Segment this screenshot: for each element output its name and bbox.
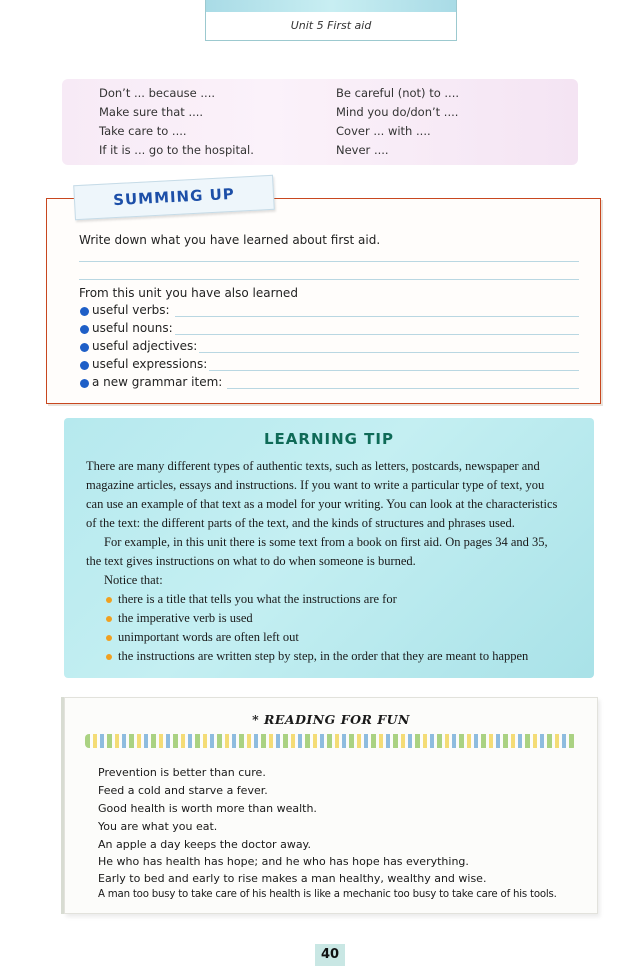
answer-line-2[interactable]	[79, 279, 579, 280]
unit-title: Unit 5 First aid	[290, 19, 372, 32]
tip-notice-label: Notice that:	[104, 573, 163, 587]
proverb-line: You are what you eat.	[98, 820, 218, 833]
phrase-left-1: Don’t ... because ....	[99, 86, 215, 100]
phrase-right-4: Never ....	[336, 143, 389, 157]
bullet-icon	[80, 361, 89, 370]
tip-bullet-item: unimportant words are often left out	[118, 630, 299, 644]
proverb-line: Good health is worth more than wealth.	[98, 802, 317, 815]
page-number: 40	[315, 944, 345, 966]
bullet-icon	[80, 379, 89, 388]
proverb-line: An apple a day keeps the doctor away.	[98, 838, 311, 851]
proverb-line: A man too busy to take care of his health is like a mechanic too busy to take care of his tools.	[98, 889, 557, 900]
useful-phrases-box	[62, 79, 578, 165]
tip-paragraph-line: magazine articles, essays and instructions. If you want to write a particular type of text, you	[86, 478, 545, 492]
tip-paragraph-line: There are many different types of authentic texts, such as letters, postcards, newspaper and	[86, 459, 540, 473]
unit-header	[205, 0, 457, 41]
reading-for-fun-box	[64, 697, 598, 914]
bullet-icon	[80, 325, 89, 334]
verbs-answer-line[interactable]	[175, 316, 579, 317]
item-grammar: a new grammar item:	[92, 375, 223, 389]
item-useful-adjectives: useful adjectives:	[92, 339, 198, 353]
adjectives-answer-line[interactable]	[199, 352, 579, 353]
summing-up-title: SUMMING UP	[112, 184, 236, 210]
answer-line-1[interactable]	[79, 261, 579, 262]
bullet-icon	[106, 654, 112, 660]
grammar-answer-line[interactable]	[227, 388, 579, 389]
expressions-answer-line[interactable]	[209, 370, 579, 371]
phrase-right-1: Be careful (not) to ....	[336, 86, 460, 100]
tip-bullet-item: there is a title that tells you what the instructions are for	[118, 592, 397, 606]
bullet-icon	[106, 635, 112, 641]
bullet-icon	[106, 616, 112, 622]
header-decoration	[206, 0, 456, 12]
bullet-icon	[80, 307, 89, 316]
flower-border-decoration	[85, 734, 577, 748]
tip-paragraph-line: can use an example of that text as a model for your writing. You can look at the characteristics	[86, 497, 558, 511]
item-useful-nouns: useful nouns:	[92, 321, 173, 335]
tip-paragraph-line: the text gives instructions on what to do when someone is burned.	[86, 554, 416, 568]
proverb-line: Feed a cold and starve a fever.	[98, 784, 268, 797]
bullet-icon	[106, 597, 112, 603]
phrase-right-2: Mind you do/don’t ....	[336, 105, 459, 119]
learning-tip-box	[64, 418, 594, 678]
item-useful-expressions: useful expressions:	[92, 357, 208, 371]
also-learned-label: From this unit you have also learned	[79, 286, 298, 300]
tip-bullet-item: the instructions are written step by step, in the order that they are meant to happen	[118, 649, 529, 663]
nouns-answer-line[interactable]	[175, 334, 579, 335]
phrase-left-2: Make sure that ....	[99, 105, 204, 119]
proverb-line: Prevention is better than cure.	[98, 766, 266, 779]
summing-prompt: Write down what you have learned about first aid.	[79, 233, 381, 247]
proverb-line: He who has health has hope; and he who has hope has everything.	[98, 855, 469, 868]
phrase-right-3: Cover ... with ....	[336, 124, 431, 138]
item-useful-verbs: useful verbs:	[92, 303, 170, 317]
bullet-icon	[80, 343, 89, 352]
proverb-line: Early to bed and early to rise makes a man healthy, wealthy and wise.	[98, 872, 487, 885]
reading-for-fun-title: * READING FOR FUN	[252, 712, 410, 727]
tip-bullet-item: the imperative verb is used	[118, 611, 253, 625]
tip-paragraph-line: For example, in this unit there is some text from a book on first aid. On pages 34 and 35,	[104, 535, 548, 549]
phrase-left-3: Take care to ....	[99, 124, 187, 138]
summing-up-box	[46, 198, 601, 404]
tip-paragraph-line: of the text: the different parts of the text, and the kinds of structures and phrases used.	[86, 516, 515, 530]
learning-tip-title: LEARNING TIP	[264, 430, 394, 448]
phrase-left-4: If it is ... go to the hospital.	[99, 143, 254, 157]
